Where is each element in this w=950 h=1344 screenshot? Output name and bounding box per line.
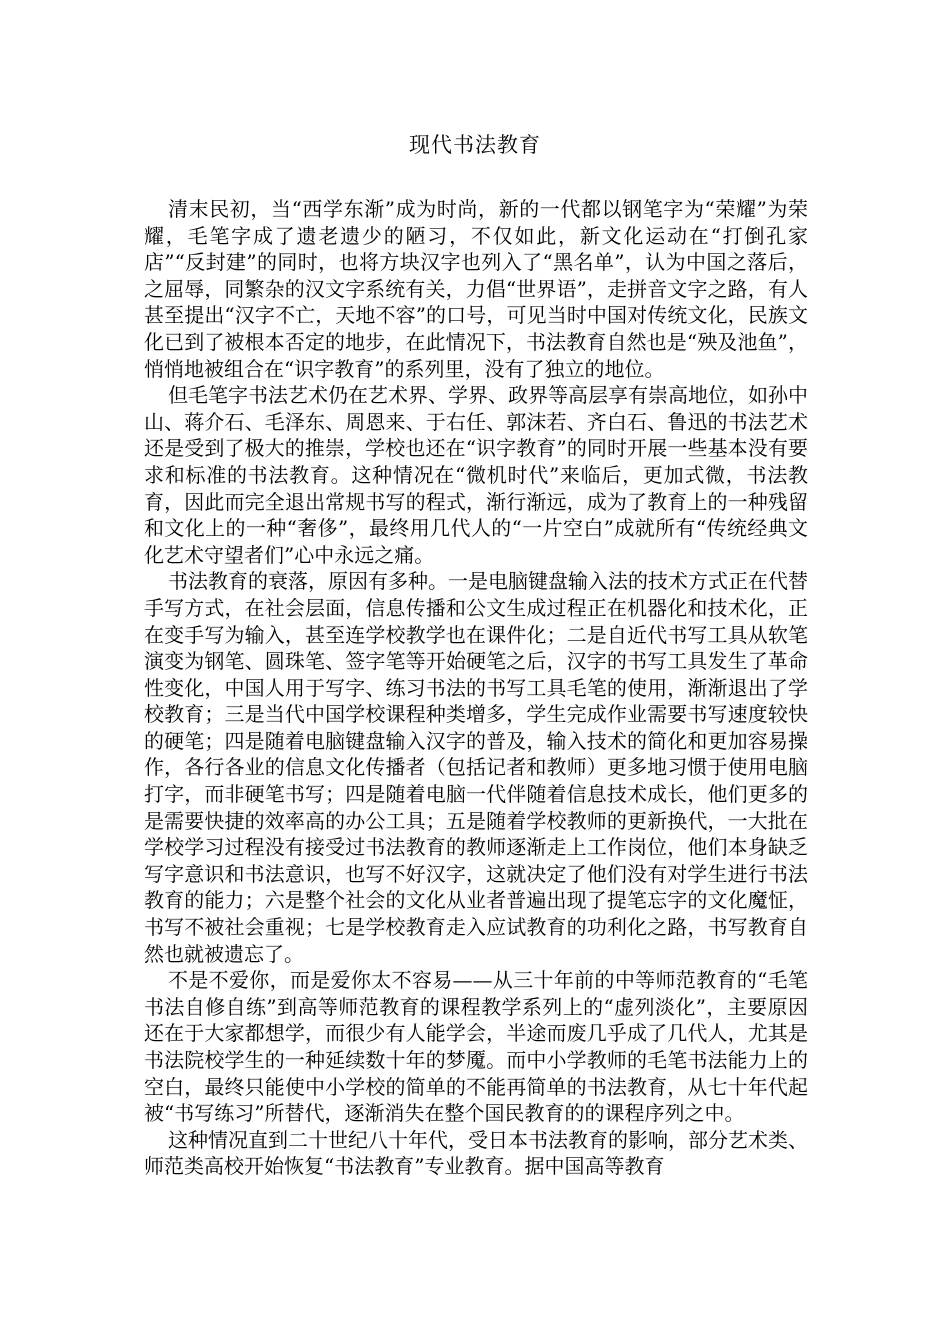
- paragraph-4: 不是不爱你，而是爱你太不容易——从三十年前的中等师范教育的“毛笔书法自修自练”到高等师范教育的课程教学系列上的“虚列淡化”，主要原因还在于大家都想学，而很少有人能学会，半途而废几乎成了几代人，尤其是书法院校学生的一种延续数十年的梦魇。而中小学教师的毛笔书法能力上的空白，最终只能使中小学校的简单的不能再简单的书法教育，从七十年代起被“书写练习”所替代，逐渐消失在整个国民教育的的课程序列之中。: [144, 968, 808, 1126]
- paragraph-3: 书法教育的衰落，原因有多种。一是电脑键盘输入法的技术方式正在代替手写方式，在社会层面，信息传播和公文生成过程正在机器化和技术化，正在变手写为输入，甚至连学校教学也在课件化；二是自近代书写工具从软笔演变为钢笔、圆珠笔、签字笔等开始硬笔之后，汉字的书写工具发生了革命性变化，中国人用于写字、练习书法的书写工具毛笔的使用，渐渐退出了学校教育；三是当代中国学校课程种类增多，学生完成作业需要书写速度较快的硬笔；四是随着电脑键盘输入汉字的普及，输入技术的简化和更加容易操作，各行各业的信息文化传播者（包括记者和教师）更多地习惯于使用电脑打字，而非硬笔书写；四是随着电脑一代伴随着信息技术成长，他们更多的是需要快捷的效率高的办公工具；五是随着学校教师的更新换代，一大批在学校学习过程没有接受过书法教育的教师逐渐走上工作岗位，他们本身缺乏写字意识和书法意识，也写不好汉字，这就决定了他们没有对学生进行书法教育的能力；六是整个社会的文化从业者普遍出现了提笔忘字的文化魔怔，书写不被社会重视；七是学校教育走入应试教育的功利化之路，书写教育自然也就被遗忘了。: [144, 569, 808, 966]
- paragraph-1: 清末民初，当“西学东渐”成为时尚，新的一代都以钢笔字为“荣耀”为荣耀，毛笔字成了遗老遗少的陋习，不仅如此，新文化运动在“打倒孔家店”“反封建”的同时，也将方块汉字也列入了“黑名单”，认为中国之落后，之屈辱，同繁杂的汉文字系统有关，力倡“世界语”，走拼音文字之路，有人甚至提出“汉字不亡，天地不容”的口号，可见当时中国对传统文化，民族文化已到了被根本否定的地步，在此情况下，书法教育自然也是“殃及池鱼”，悄悄地被组合在“识字教育”的系列里，没有了独立的地位。: [144, 197, 808, 381]
- paragraph-5: 这种情况直到二十世纪八十年代，受日本书法教育的影响，部分艺术类、师范类高校开始恢复“书法教育”专业教育。据中国高等教育: [144, 1127, 808, 1179]
- document-body: [144, 196, 808, 1180]
- document-title: 现代书法教育: [409, 133, 541, 157]
- paragraph-2: 但毛笔字书法艺术仍在艺术界、学界、政界等高层享有崇高地位，如孙中山、蒋介石、毛泽东、周恩来、于右任、郭沫若、齐白石、鲁迅的书法艺术还是受到了极大的推崇，学校也还在“识字教育”的同时开展一些基本没有要求和标准的书法教育。这种情况在“微机时代”来临后，更加式微，书法教育，因此而完全退出常规书写的程式，渐行渐远，成为了教育上的一种残留和文化上的一种“奢侈”，最终用几代人的“一片空白”成就所有“传统经典文化艺术守望者们”心中永远之痛。: [144, 383, 808, 567]
